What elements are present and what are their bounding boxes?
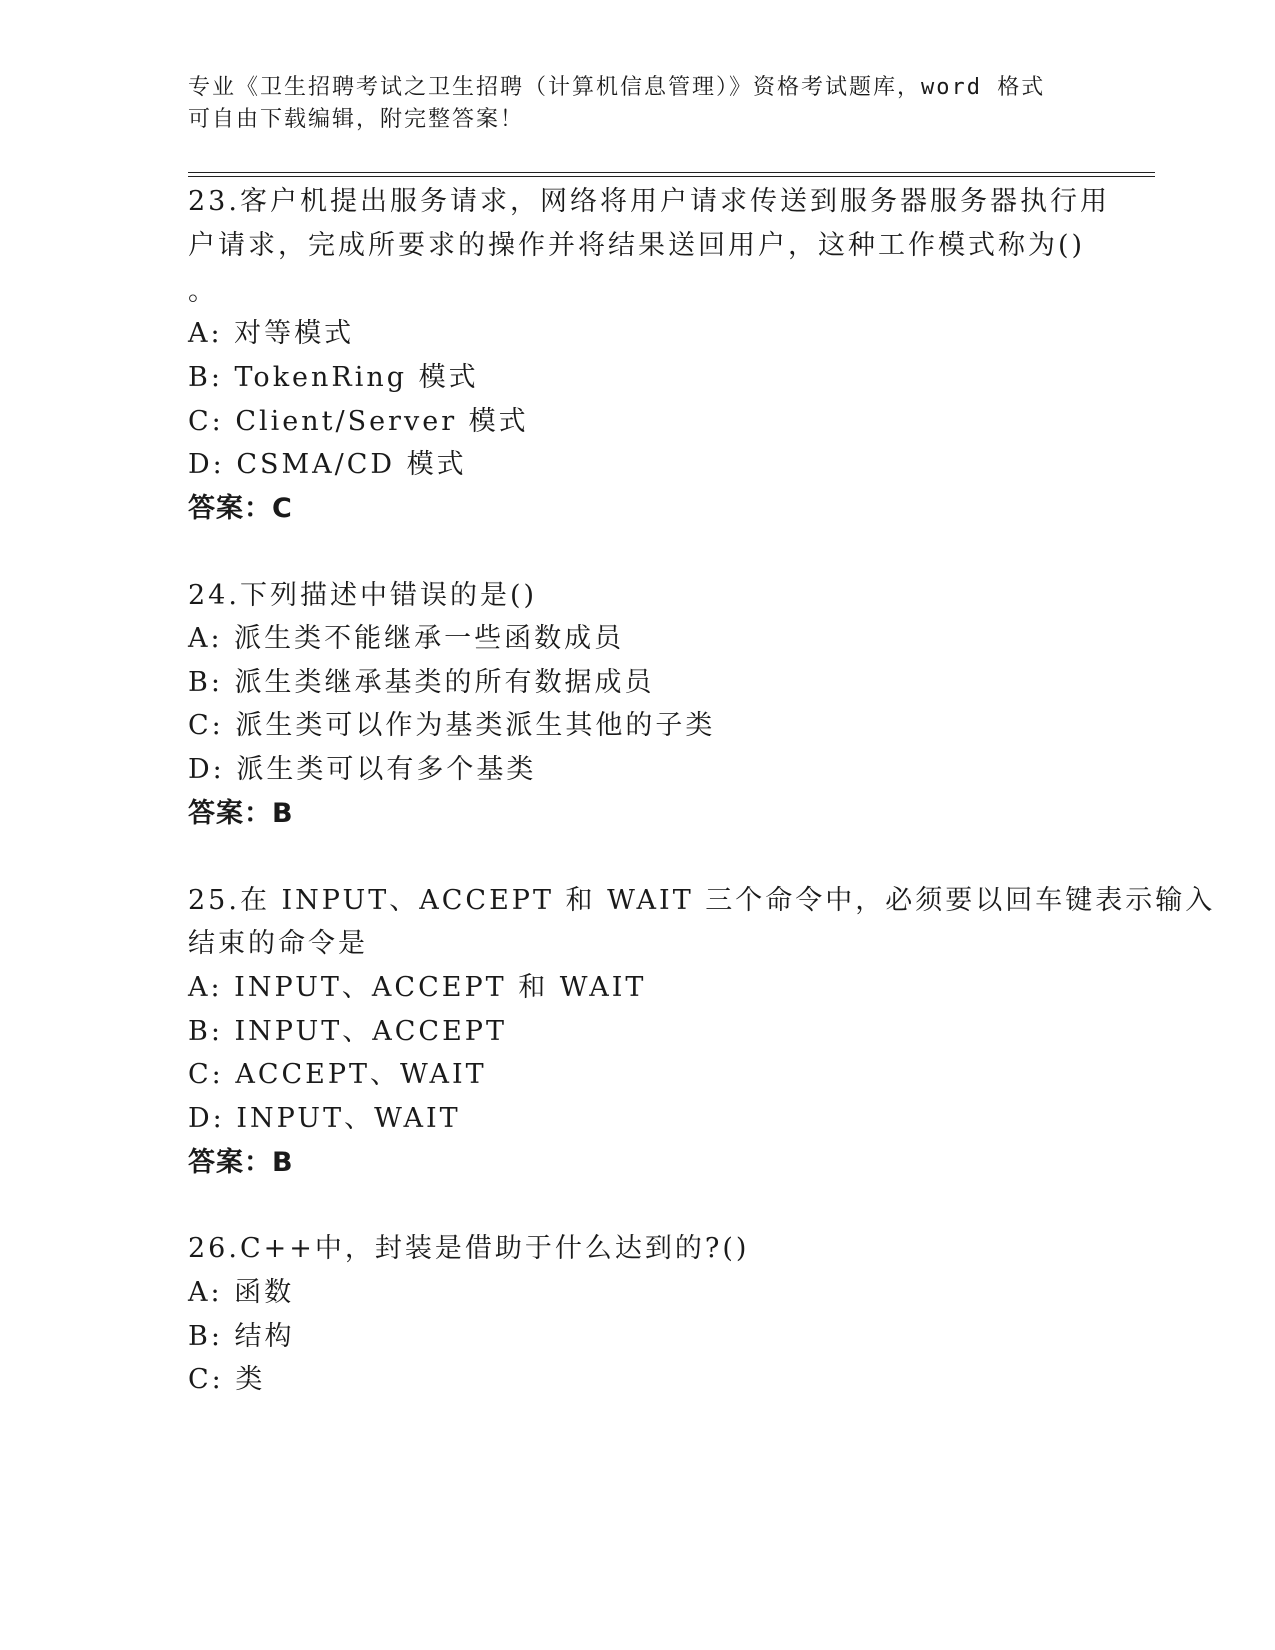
- option-c: C: ACCEPT、WAIT: [188, 1059, 487, 1090]
- header-divider-top: [188, 172, 1155, 173]
- option-a: A: 函数: [188, 1277, 295, 1308]
- question-stem-line: 户请求，完成所要求的操作并将结果送回用户，这种工作模式称为(): [188, 230, 1086, 261]
- header-line-1: 专业《卫生招聘考试之卫生招聘（计算机信息管理）》资格考试题库，word 格式: [188, 75, 1046, 100]
- question-stem-line: 24.下列描述中错误的是(): [188, 580, 538, 611]
- option-d: D: CSMA/CD 模式: [188, 449, 467, 480]
- question-stem-line: 结束的命令是: [188, 928, 368, 959]
- option-c: C: Client/Server 模式: [188, 406, 529, 437]
- option-b: B: TokenRing 模式: [188, 362, 479, 393]
- question-stem-line: 23.客户机提出服务请求，网络将用户请求传送到服务器服务器执行用: [188, 186, 1110, 217]
- header-line-2: 可自由下载编辑，附完整答案！: [188, 107, 525, 132]
- answer: 答案：B: [188, 798, 294, 829]
- answer: 答案：C: [188, 493, 293, 524]
- option-c: C: 派生类可以作为基类派生其他的子类: [188, 710, 716, 741]
- answer: 答案：B: [188, 1147, 294, 1178]
- option-a: A: INPUT、ACCEPT 和 WAIT: [188, 972, 647, 1003]
- question-stem-line: 。: [188, 276, 218, 307]
- option-b: B: 派生类继承基类的所有数据成员: [188, 667, 655, 698]
- option-a: A: 对等模式: [188, 318, 355, 349]
- option-b: B: INPUT、ACCEPT: [188, 1016, 507, 1047]
- option-c: C: 类: [188, 1364, 266, 1395]
- question-stem-line: 25.在 INPUT、ACCEPT 和 WAIT 三个命令中，必须要以回车键表示输入: [188, 885, 1216, 916]
- option-d: D: 派生类可以有多个基类: [188, 754, 537, 785]
- option-b: B: 结构: [188, 1321, 295, 1352]
- option-d: D: INPUT、WAIT: [188, 1103, 461, 1134]
- option-a: A: 派生类不能继承一些函数成员: [188, 623, 625, 654]
- header-divider-bottom: [188, 176, 1155, 177]
- question-stem-line: 26.C++中，封装是借助于什么达到的?(): [188, 1233, 750, 1264]
